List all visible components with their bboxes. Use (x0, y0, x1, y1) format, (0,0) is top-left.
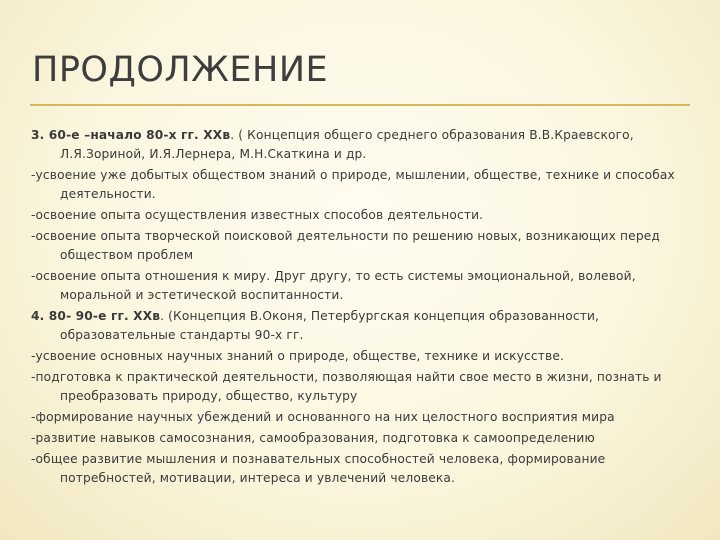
paragraph-text: -развитие навыков самосознания, самообразования, подготовка к самоопределению (31, 431, 595, 445)
slide-body (31, 126, 693, 490)
paragraph-4 (31, 227, 693, 265)
paragraph-heading: 3. 60-е –начало 80-х гг. ХХв (31, 128, 231, 142)
paragraph-1 (31, 126, 693, 164)
paragraph-3 (31, 206, 693, 225)
paragraph-2 (31, 166, 693, 204)
paragraph-text: -формирование научных убеждений и основанного на них целостного восприятия мира (31, 410, 615, 424)
paragraph-text: . (Концепция В.Оконя, Петербургская концепция образованности, образовательные стандарты 90-х гг. (60, 309, 600, 342)
paragraph-9 (31, 408, 693, 427)
paragraph-text: -усвоение уже добытых обществом знаний о природе, мышлении, обществе, технике и способах деятельности. (31, 168, 675, 201)
paragraph-8 (31, 368, 693, 406)
paragraph-text: -подготовка к практической деятельности, позволяющая найти свое место в жизни, познать и преобразовать природу, общество, культуру (31, 370, 662, 403)
paragraph-11 (31, 450, 693, 488)
title-divider (30, 104, 690, 106)
paragraph-5 (31, 267, 693, 305)
paragraph-text: . ( Концепция общего среднего образования В.В.Краевского, Л.Я.Зориной, И.Я.Лернера, М.Н.Скаткина и др. (60, 128, 634, 161)
paragraph-10 (31, 429, 693, 448)
paragraph-text: -освоение опыта осуществления известных способов деятельности. (31, 208, 484, 222)
paragraph-text: -освоение опыта отношения к миру. Друг другу, то есть системы эмоциональной, волевой, моральной и эстетической воспитанности. (31, 269, 636, 302)
paragraph-text: -освоение опыта творческой поисковой деятельности по решению новых, возникающих перед обществом проблем (31, 229, 660, 262)
paragraph-7 (31, 347, 693, 366)
slide-title: ПРОДОЛЖЕНИЕ (32, 50, 329, 90)
paragraph-6 (31, 307, 693, 345)
paragraph-heading: 4. 80- 90-е гг. ХХв (31, 309, 161, 323)
paragraph-text: -усвоение основных научных знаний о природе, обществе, технике и искусстве. (31, 349, 565, 363)
paragraph-text: -общее развитие мышления и познавательных способностей человека, формирование потребностей, мотивации, интереса и увлечений человека. (31, 452, 606, 485)
